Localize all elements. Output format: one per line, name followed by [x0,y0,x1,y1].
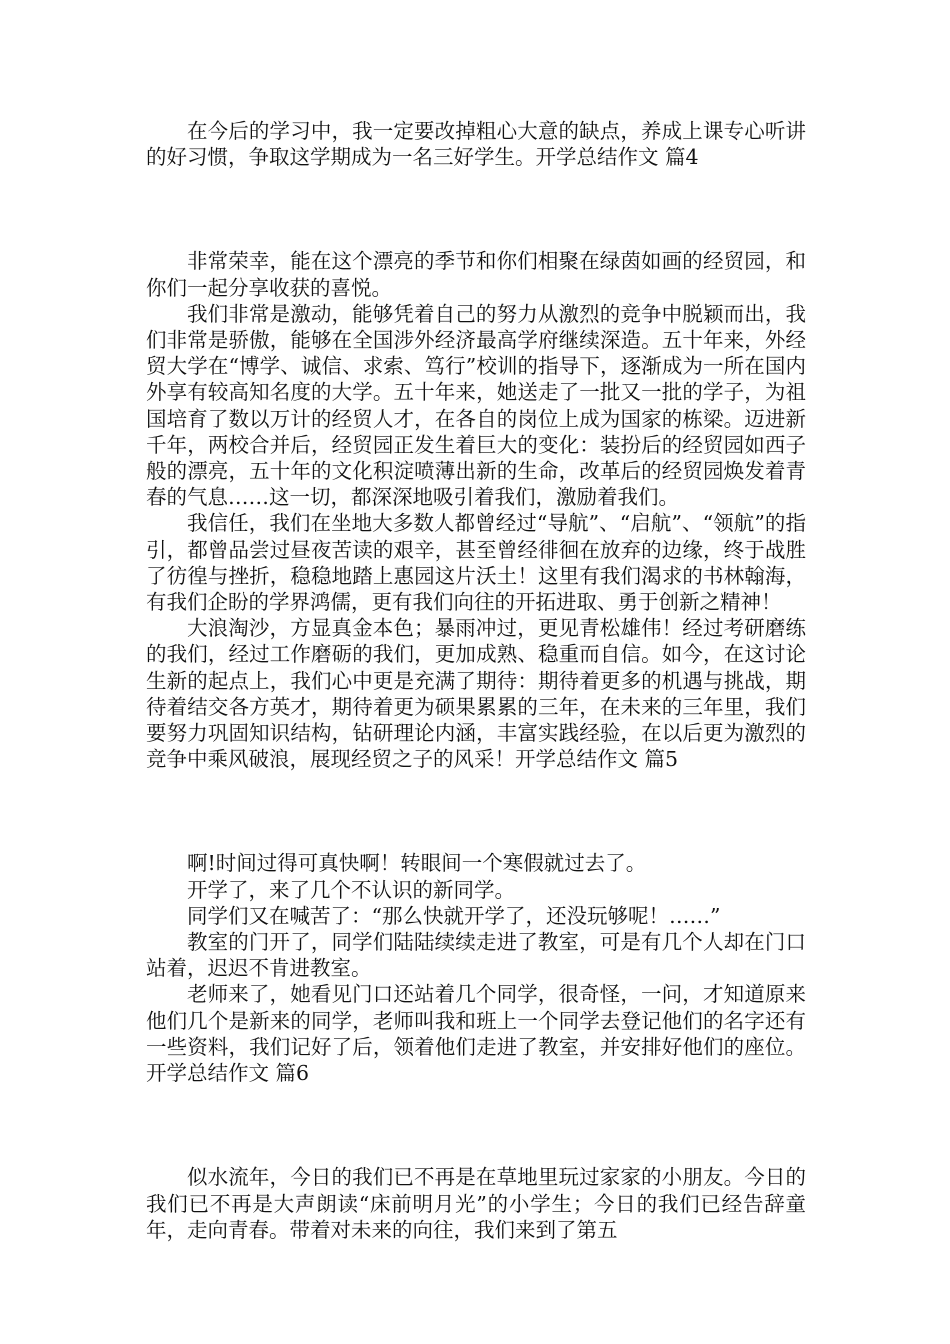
paragraph: 大浪淘沙，方显真金本色；暴雨冲过，更见青松雄伟！经过考研磨练的我们，经过工作磨砺的我们，更加成熟、稳重而自信。如今，在这讨论生新的起点上，我们心中更是充满了期待：期待着更多的机遇与挑战，期待着结交各方英才，期待着更为硕果累累的三年，在未来的三年里，我们要努力巩固知识结构，钻研理论内涵，丰富实践经验，在以后更为激烈的竞争中乘风破浪，展现经贸之子的风采！开学总结作文 篇5 [146,616,806,772]
paragraph: 开学了，来了几个不认识的新同学。 [187,877,515,902]
paragraph: 在今后的学习中，我一定要改掉粗心大意的缺点，养成上课专心听讲的好习惯，争取这学期成为一名三好学生。开学总结作文 篇4 [146,119,806,170]
paragraph: 我信任，我们在坐地大多数人都曾经过“导航”、“启航”、“领航”的指引，都曾品尝过昼夜苦读的艰辛，甚至曾经徘徊在放弃的边缘，终于战胜了彷徨与挫折，稳稳地踏上惠园这片沃土！这里有我们渴求的书林翰海，有我们企盼的学界鸿儒，更有我们向往的开拓进取、勇于创新之精神！ [146,511,806,615]
paragraph: 非常荣幸，能在这个漂亮的季节和你们相聚在绿茵如画的经贸园，和你们一起分享收获的喜悦。 [146,249,806,300]
paragraph: 啊!时间过得可真快啊！转眼间一个寒假就过去了。 [187,851,647,876]
paragraph: 我们非常是激动，能够凭着自己的努力从激烈的竞争中脱颖而出，我们非常是骄傲，能够在全国涉外经济最高学府继续深造。五十年来，外经贸大学在“博学、诚信、求索、笃行”校训的指导下，逐渐成为一所在国内外享有较高知名度的大学。五十年来，她送走了一批又一批的学子，为祖国培育了数以万计的经贸人才，在各自的岗位上成为国家的栋梁。迈进新千年，两校合并后，经贸园正发生着巨大的变化：装扮后的经贸园如西子般的漂亮，五十年的文化积淀喷薄出新的生命，改革后的经贸园焕发着青春的气息……这一切，都深深地吸引着我们，激励着我们。 [146,301,806,510]
paragraph: 同学们又在喊苦了：“那么快就开学了，还没玩够呢！……” [187,903,721,928]
section-gap [146,1086,806,1164]
paragraph: 似水流年，今日的我们已不再是在草地里玩过家家的小朋友。今日的我们已不再是大声朗读“床前明月光”的小学生；今日的我们已经告辞童年，走向青春。带着对未来的向往，我们来到了第五 [146,1165,806,1242]
section-gap [146,170,806,248]
paragraph: 老师来了，她看见门口还站着几个同学，很奇怪，一问，才知道原来他们几个是新来的同学，老师叫我和班上一个同学去登记他们的名字还有一些资料，我们记好了后，领着他们走进了教室，并安排好他们的座位。开学总结作文 篇6 [146,982,806,1086]
paragraph: 教室的门开了，同学们陆陆续续走进了教室，可是有几个人却在门口站着，迟迟不肯进教室。 [146,930,806,981]
section-gap [146,772,806,850]
document-body [146,118,806,1243]
